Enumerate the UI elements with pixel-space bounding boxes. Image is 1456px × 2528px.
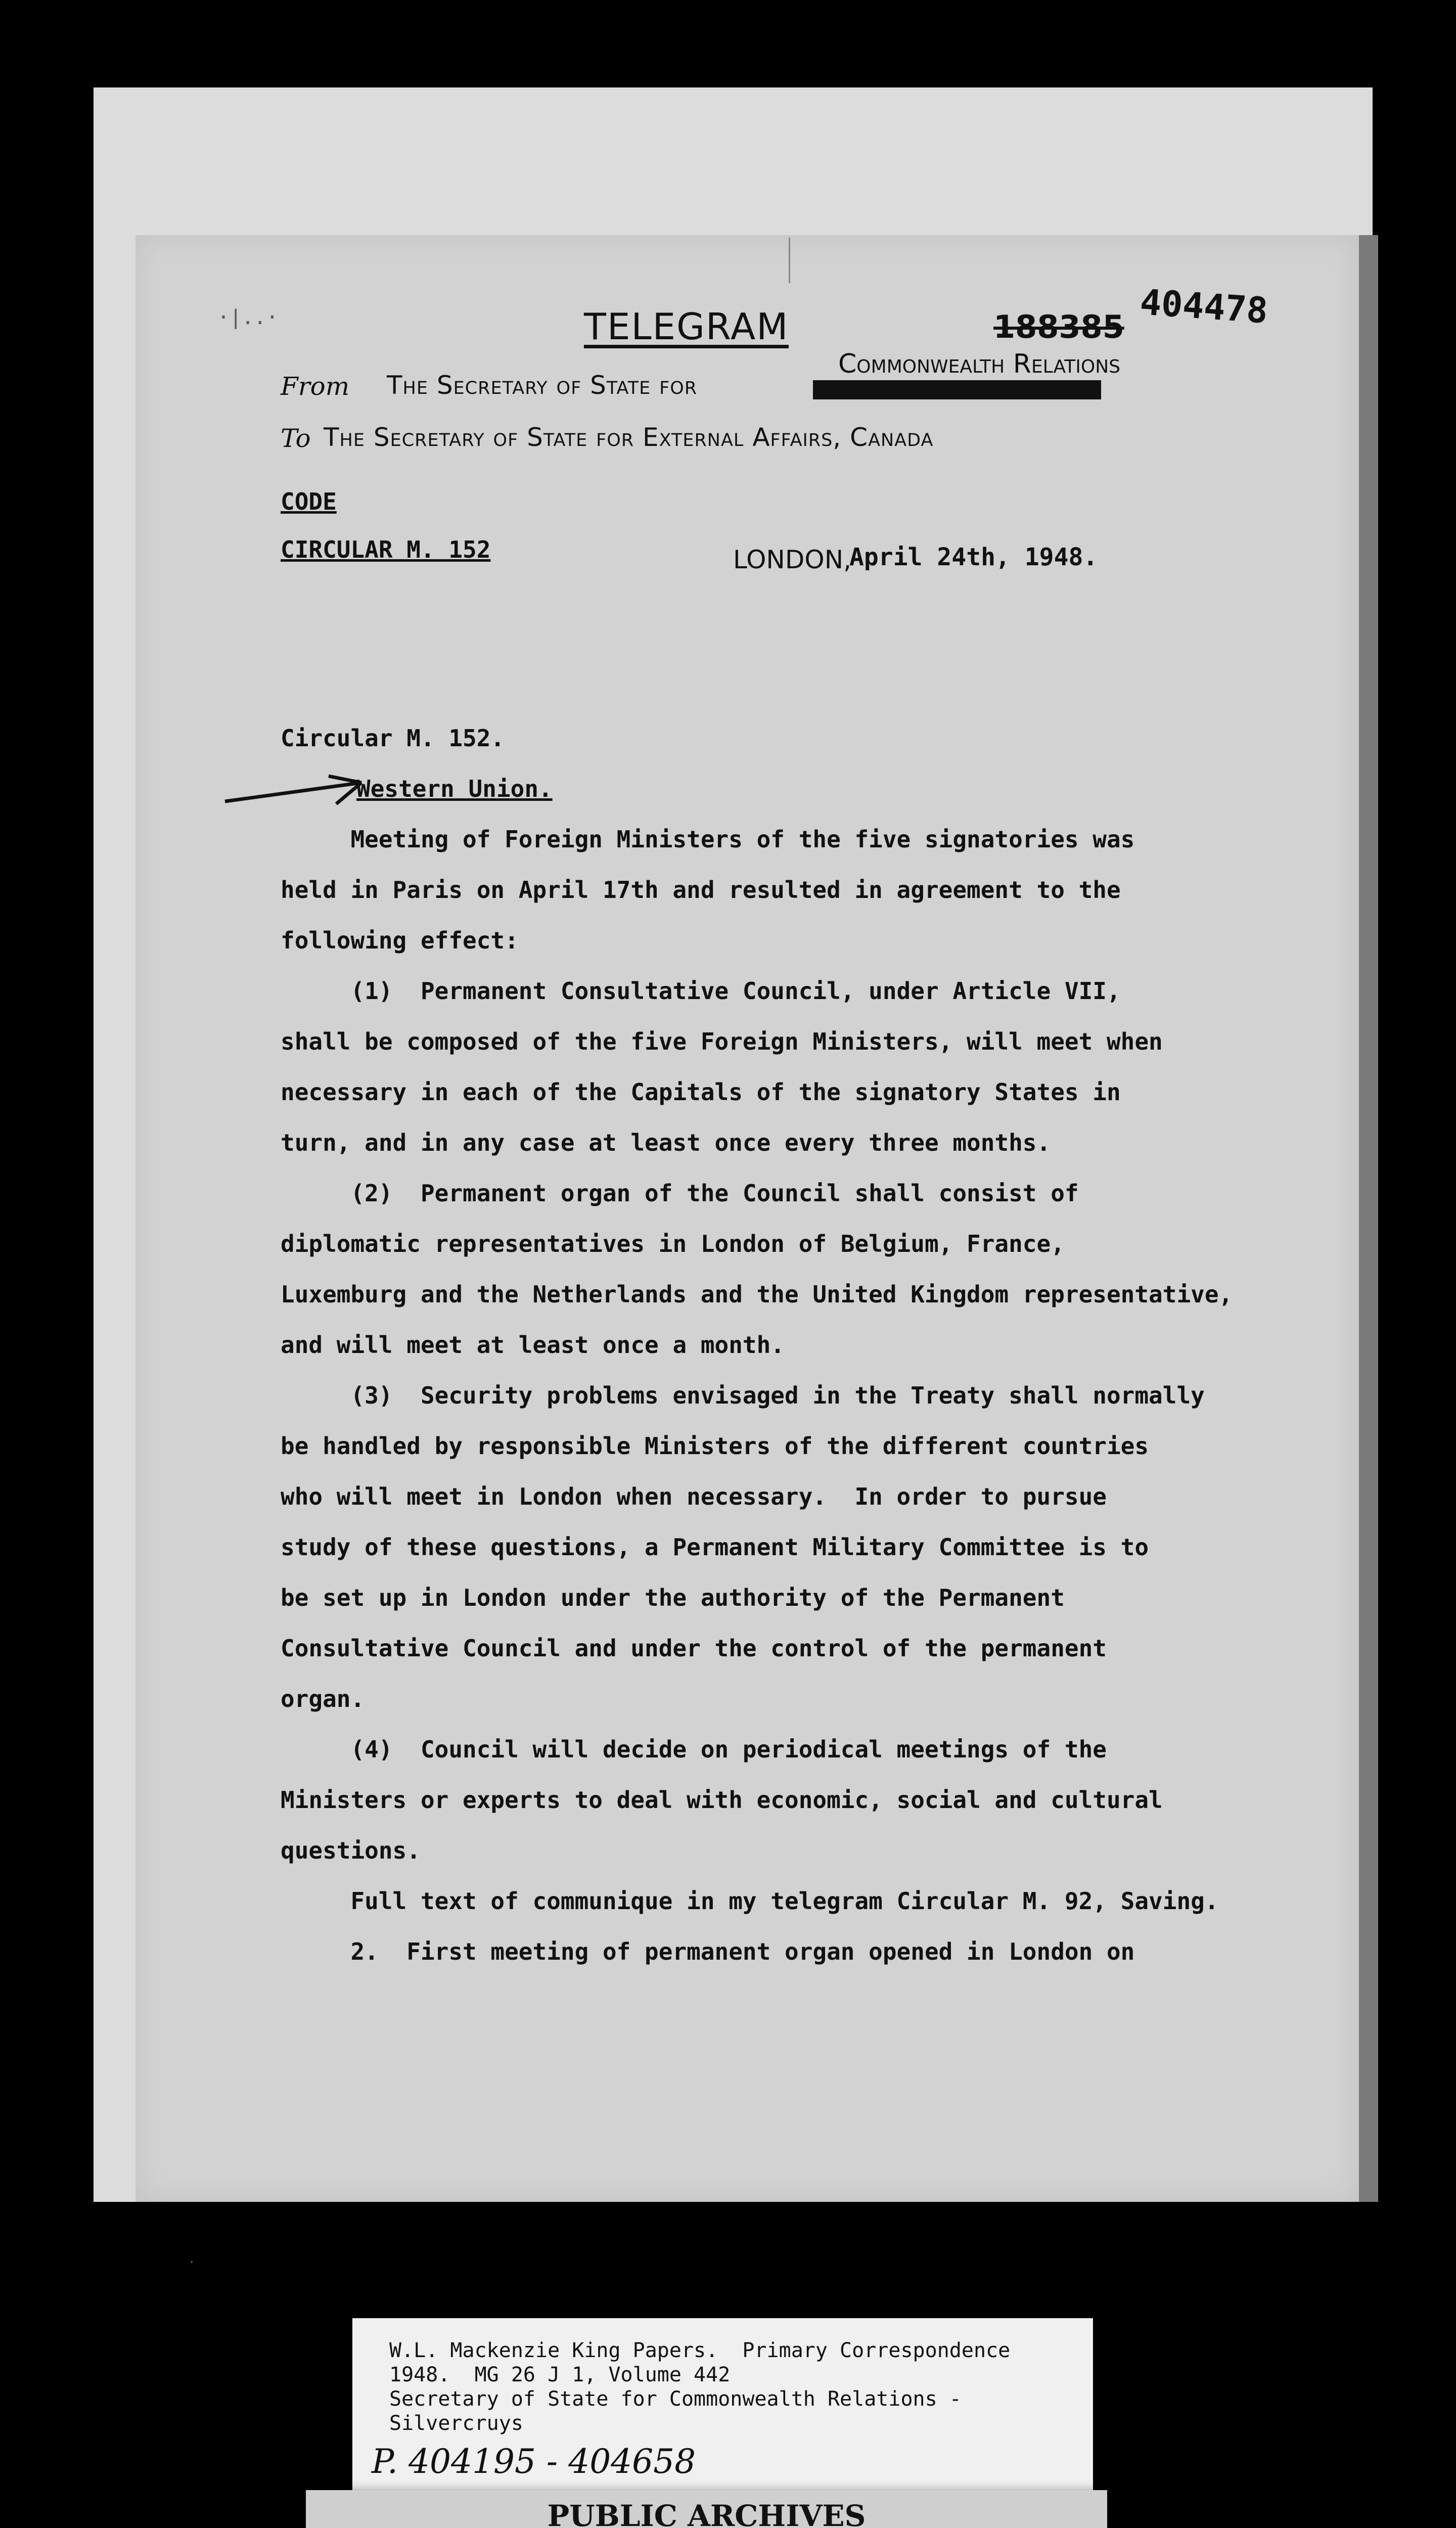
document-number: 404478: [1139, 281, 1269, 332]
body-line: be handled by responsible Ministers of the different countries: [281, 1432, 1149, 1460]
body-line: Luxemburg and the Netherlands and the United Kingdom representative,: [281, 1281, 1233, 1308]
to-text: The Secretary of State for External Affairs, Canada: [324, 423, 934, 452]
film-mark: ·: [188, 2255, 196, 2269]
body-line: Ministers or experts to deal with economic, social and cultural: [281, 1786, 1163, 1814]
code-label: CODE: [281, 488, 337, 515]
telegram-title: TELEGRAM: [584, 305, 789, 348]
from-continuation: Commonwealth Relations: [838, 349, 1121, 379]
from-text: The Secretary of State for: [387, 371, 698, 400]
catalog-line: 1948. MG 26 J 1, Volume 442: [389, 2363, 731, 2386]
catalog-line: W.L. Mackenzie King Papers. Primary Correspondence: [389, 2339, 1011, 2362]
body-line: shall be composed of the five Foreign Ministers, will meet when: [281, 1028, 1163, 1055]
paper-marks: ·|..·: [217, 306, 279, 329]
body-line: who will meet in London when necessary. In order to pursue: [281, 1483, 1107, 1510]
body-line: Western Union.: [356, 775, 553, 802]
paper-crease: [789, 238, 790, 283]
body-line: be set up in London under the authority of the Permanent: [281, 1584, 1065, 1611]
body-line: questions.: [281, 1837, 421, 1864]
body-line: organ.: [281, 1685, 365, 1712]
place-label: LONDON,: [733, 545, 851, 574]
body-line: Meeting of Foreign Ministers of the five signatories was: [281, 826, 1135, 853]
body-line: (2) Permanent organ of the Council shall consist of: [281, 1180, 1079, 1207]
body-line: Full text of communique in my telegram Circular M. 92, Saving.: [281, 1887, 1219, 1915]
body-line: following effect:: [281, 927, 519, 954]
body-line: study of these questions, a Permanent Military Committee is to: [281, 1533, 1149, 1561]
catalog-line: Secretary of State for Commonwealth Relations -: [389, 2387, 962, 2411]
from-label: From: [281, 372, 350, 401]
body-line: (4) Council will decide on periodical meetings of the: [281, 1736, 1107, 1763]
body-line: Circular M. 152.: [281, 725, 505, 752]
to-label: To: [281, 424, 311, 453]
page-range: P. 404195 - 404658: [372, 2442, 696, 2481]
struck-number: 188385: [993, 308, 1124, 345]
body-line: turn, and in any case at least once every three months.: [281, 1129, 1051, 1156]
catalog-text: [389, 2338, 1097, 2435]
archives-stamp: [306, 2490, 1107, 2528]
body-line: and will meet at least once a month.: [281, 1331, 785, 1359]
body-line: held in Paris on April 17th and resulted in agreement to the: [281, 876, 1121, 904]
body-line: diplomatic representatives in London of Belgium, France,: [281, 1230, 1065, 1257]
catalog-line: Silvercruys: [389, 2412, 523, 2435]
body-line: 2. First meeting of permanent organ opened in London on: [281, 1938, 1135, 1965]
body-line: (3) Security problems envisaged in the Treaty shall normally: [281, 1382, 1205, 1409]
stamp-line: PUBLIC ARCHIVES: [547, 2499, 866, 2528]
telegram-body: [281, 713, 1342, 1977]
body-line: Consultative Council and under the control of the permanent: [281, 1635, 1107, 1662]
redaction-bar: [813, 380, 1101, 399]
date-text: April 24th, 1948.: [849, 543, 1098, 571]
body-line: necessary in each of the Capitals of the signatory States in: [281, 1078, 1121, 1106]
circular-header: CIRCULAR M. 152: [281, 536, 491, 563]
body-line: (1) Permanent Consultative Council, under Article VII,: [281, 977, 1121, 1005]
